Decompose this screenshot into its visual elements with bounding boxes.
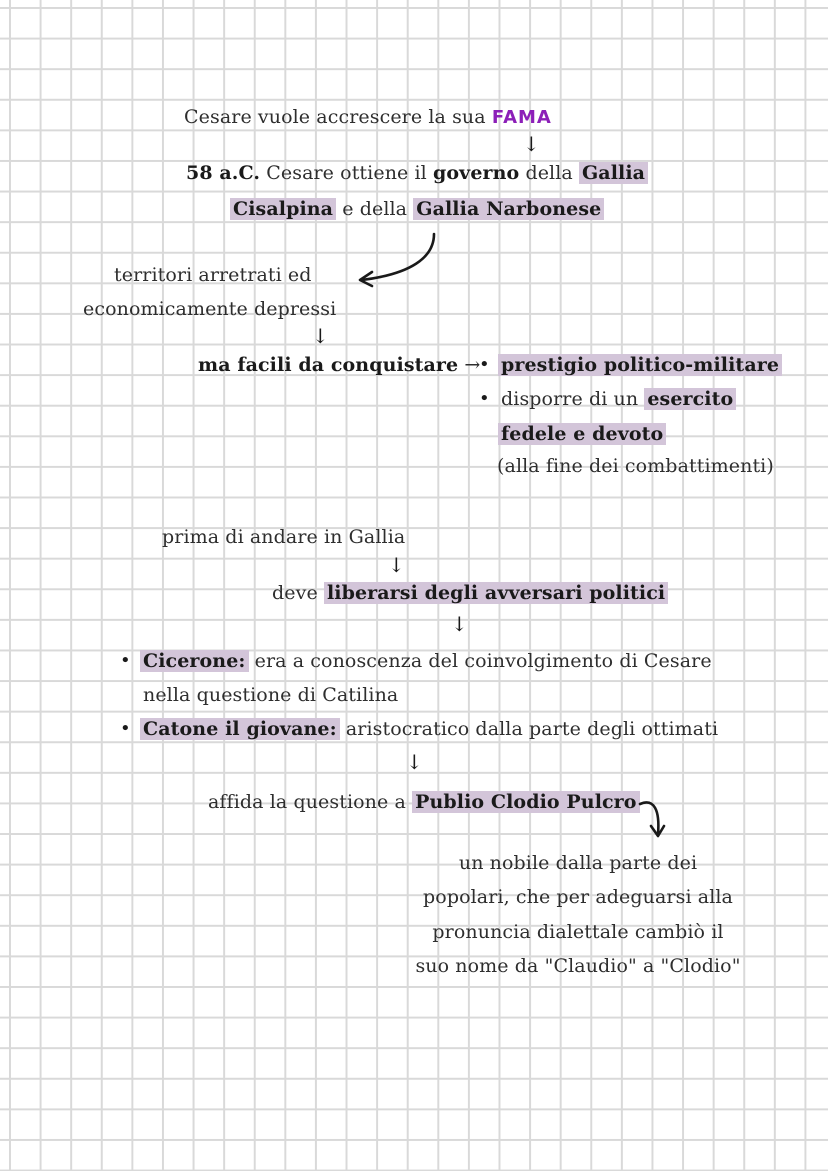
gallia-highlight: Gallia bbox=[579, 162, 648, 184]
avversari-line bbox=[272, 580, 668, 606]
catone-desc: aristocratico dalla parte degli ottimati bbox=[339, 718, 719, 740]
territori-line-2: economicamente depressi bbox=[83, 298, 337, 320]
down-arrow-icon: ↓ bbox=[523, 132, 540, 156]
right-arrow-icon: → bbox=[464, 354, 481, 376]
vantaggi-item-1 bbox=[498, 352, 782, 378]
clodio-desc-line-4: suo nome da "Claudio" a "Clodio" bbox=[415, 955, 741, 977]
vantaggi-item-2-line-2 bbox=[498, 421, 666, 447]
avversari-item-1 bbox=[140, 648, 712, 674]
avversari-text: deve bbox=[272, 582, 324, 604]
bullet-icon: • bbox=[120, 650, 131, 671]
vantaggi-item-2 bbox=[501, 386, 736, 412]
governo-line-1 bbox=[186, 160, 648, 186]
curved-arrow-icon bbox=[350, 228, 450, 288]
cisalpina-highlight: Cisalpina bbox=[230, 198, 336, 220]
narbonese-highlight: Gallia Narbonese bbox=[413, 198, 604, 220]
down-arrow-icon: ↓ bbox=[388, 553, 405, 577]
governo-keyword: governo bbox=[433, 162, 520, 184]
governo-text-1: Cesare ottiene il bbox=[260, 162, 434, 184]
bullet-icon: • bbox=[479, 354, 490, 375]
avversari-item-2 bbox=[140, 716, 718, 742]
conquista-text: ma facili da conquistare bbox=[198, 354, 459, 376]
clodio-line bbox=[208, 789, 640, 815]
governo-text-3: e della bbox=[336, 198, 414, 220]
clodio-text: affida la questione a bbox=[208, 791, 413, 813]
gallia-prep-line: prima di andare in Gallia bbox=[162, 526, 406, 548]
clodio-desc-line-1: un nobile dalla parte dei bbox=[458, 852, 698, 874]
clodio-desc-line-2: popolari, che per adeguarsi alla bbox=[423, 886, 733, 908]
avversari-highlight: liberarsi degli avversari politici bbox=[324, 582, 668, 604]
governo-line-2 bbox=[230, 196, 604, 222]
down-arrow-icon: ↓ bbox=[451, 612, 468, 636]
catone-highlight: Catone il giovane: bbox=[140, 718, 340, 740]
fama-keyword: FAMA bbox=[491, 107, 552, 128]
year-label: 58 a.C. bbox=[186, 162, 261, 184]
esercito-highlight: esercito bbox=[644, 388, 736, 410]
vantaggi-item-2-text: disporre di un bbox=[501, 388, 645, 410]
avversari-item-1-line-2: nella questione di Catilina bbox=[143, 684, 399, 706]
vantaggi-note: (alla fine dei combattimenti) bbox=[497, 455, 774, 477]
down-arrow-icon: ↓ bbox=[406, 750, 423, 774]
territori-line-1: territori arretrati ed bbox=[114, 264, 312, 286]
intro-text: Cesare vuole accrescere la sua bbox=[184, 106, 492, 128]
down-arrow-icon: ↓ bbox=[312, 324, 329, 348]
intro-line bbox=[184, 104, 552, 131]
prestigio-highlight: prestigio politico-militare bbox=[498, 354, 782, 376]
cicerone-highlight: Cicerone: bbox=[140, 650, 249, 672]
bullet-icon: • bbox=[479, 388, 490, 409]
conquista-line bbox=[198, 352, 480, 378]
hook-arrow-icon bbox=[636, 796, 676, 846]
clodio-highlight: Publio Clodio Pulcro bbox=[412, 791, 639, 813]
cicerone-desc: era a conoscenza del coinvolgimento di Cesare bbox=[248, 650, 712, 672]
clodio-desc-line-3: pronuncia dialettale cambiò il bbox=[432, 921, 724, 943]
bullet-icon: • bbox=[120, 718, 131, 739]
governo-text-2: della bbox=[519, 162, 579, 184]
fedele-highlight: fedele e devoto bbox=[498, 423, 666, 445]
